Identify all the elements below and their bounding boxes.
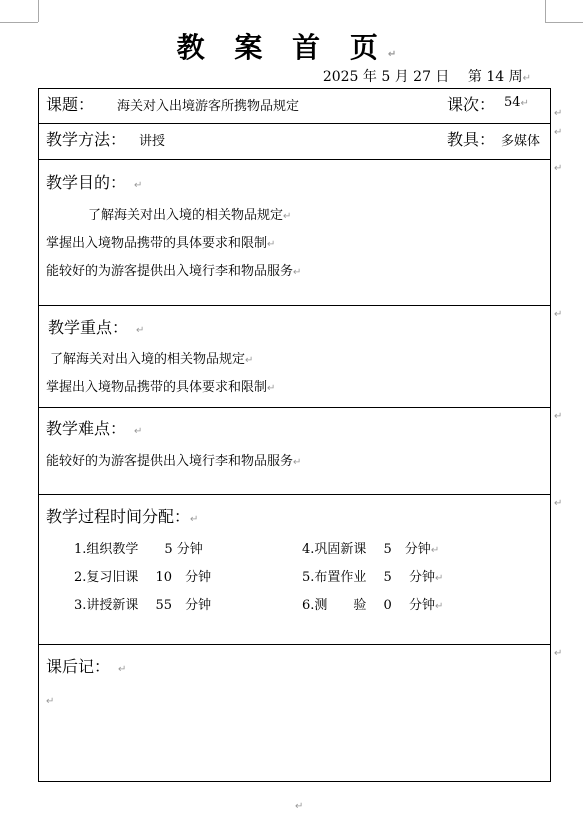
method-value: 讲授 [139,134,166,149]
return-mark: ↵ [387,49,407,60]
row-end-mark: ↵ [554,309,563,320]
row-end-mark: ↵ [554,108,563,119]
return-mark: ↵ [430,545,440,556]
table-row-divider [38,123,551,124]
tool-value: 多媒体 [501,134,541,149]
return-mark: ↵ [283,211,292,222]
notes-label [46,654,126,677]
table-row-divider [38,407,551,408]
goal-item [46,232,275,251]
table-row-divider [38,159,551,160]
return-mark: ↵ [434,601,444,612]
return-mark: ↵ [293,267,302,278]
return-mark: ↵ [522,73,531,84]
crop-mark-top-left-h [0,22,38,23]
lesson-count-number: 54 [504,95,521,110]
return-mark: ↵ [245,355,254,366]
difficulties-label [46,416,142,439]
page-title-text: 教 案 首 页 [176,31,388,64]
topic-value: 海关对入出境游客所携物品规定 [117,99,300,114]
keypoints-label-text: 教学重点： [48,318,121,337]
return-mark: ↵ [267,383,276,394]
difficulties-label-text: 教学难点： [46,419,119,438]
keypoint-item [46,376,275,395]
lesson-count-label: 课次： [447,95,496,114]
time-item [302,566,443,585]
table-row-divider [38,494,551,495]
keypoint-item-text: 掌握出入境物品携带的具体要求和限制 [46,380,268,395]
difficulty-item [46,450,301,469]
row-end-mark: ↵ [554,163,563,174]
crop-mark-top-right-h [545,22,583,23]
difficulty-item-text: 能较好的为游客提供出入境行李和物品服务 [46,454,294,469]
date-line [323,66,531,86]
return-mark: ↵ [190,514,199,525]
date-text: 2025 年 5 月 27 日 第 14 周 [322,69,523,85]
goal-item [46,260,301,279]
time-allocation-label-text: 教学过程时间分配： [46,507,191,526]
table-row-divider [38,644,551,645]
time-item: 2.复习旧课 10 分钟 [74,570,212,585]
row-end-mark: ↵ [554,411,563,422]
keypoint-item [50,348,253,367]
goal-item-text: 能较好的为游客提供出入境行李和物品服务 [46,264,294,279]
row-end-mark: ↵ [554,648,563,659]
row-end-mark: ↵ [554,498,563,509]
time-item-text: 6.测 验 0 分钟 [302,598,435,613]
table-row-divider [38,305,551,306]
time-item: 3.讲授新课 55 分钟 [74,598,212,613]
time-item [302,594,443,613]
keypoints-label [48,315,144,338]
crop-mark-top-left-v [38,0,39,22]
document-end-mark: ↵ [295,801,304,812]
time-item [302,538,439,557]
return-mark: ↵ [434,573,444,584]
return-mark: ↵ [520,98,529,109]
tool-label: 教具： [447,130,496,149]
time-item-text: 5.布置作业 5 分钟 [302,570,435,585]
goal-item [88,204,291,223]
crop-mark-top-right-v [545,0,546,22]
goal-item-text: 了解海关对出入境的相关物品规定 [88,208,284,223]
time-item: 1.组织教学 5 分钟 [74,542,203,557]
time-item-text: 4.巩固新课 5 分钟 [302,542,431,557]
return-mark: ↵ [118,664,127,675]
goals-label [46,170,142,193]
notes-label-text: 课后记： [46,657,103,676]
goal-item-text: 掌握出入境物品携带的具体要求和限制 [46,236,268,251]
method-label: 教学方法： [46,130,127,149]
return-mark: ↵ [136,325,145,336]
lesson-count-value [504,95,529,110]
return-mark: ↵ [134,426,143,437]
row-end-mark: ↵ [554,127,563,138]
time-allocation-label [46,504,198,527]
goals-label-text: 教学目的： [46,173,119,192]
return-mark: ↵ [267,239,276,250]
topic-label: 课题： [46,95,95,114]
return-mark: ↵ [293,457,302,468]
notes-empty-line-mark: ↵ [46,696,55,707]
keypoint-item-text: 了解海关对出入境的相关物品规定 [50,352,246,367]
page-title [0,26,583,66]
return-mark: ↵ [134,180,143,191]
